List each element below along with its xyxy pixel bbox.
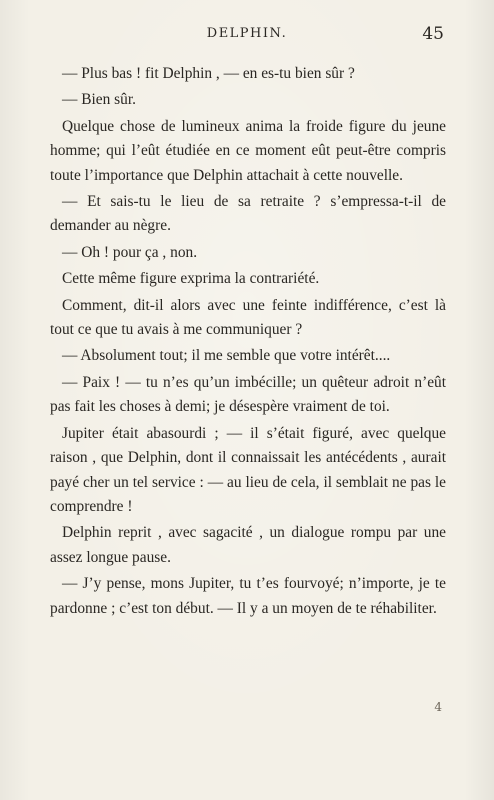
running-head: [0, 26, 494, 46]
paragraph: Comment, dit-il alors avec une feinte indifférence, c’est là tout ce que tu avais à me communiquer ?: [50, 296, 446, 339]
paragraph: Cette même figure exprima la contrariété.: [62, 270, 320, 288]
paragraph: — Absolument tout; il me semble que votre intérêt....: [62, 347, 391, 365]
paragraph: — Paix ! — tu n’es qu’un imbécille; un quêteur adroit n’eût pas fait les choses à demi; je désespère vraiment de toi.: [50, 373, 446, 416]
signature-mark: 4: [434, 700, 442, 714]
running-title: DELPHIN.: [206, 26, 288, 41]
body-text: [50, 62, 446, 623]
paragraph: — Et sais-tu le lieu de sa retraite ? s’empressa-t-il de demander au nègre.: [50, 193, 446, 235]
paragraph: — Plus bas ! fit Delphin , — en es-tu bien sûr ?: [62, 65, 355, 82]
paragraph: Quelque chose de lumineux anima la froide figure du jeune homme; qui l’eût étudiée en ce moment eût peut-être compris toute l’importance que Delphin attachait à cette nouvelle.: [50, 117, 446, 184]
paragraph: — Bien sûr.: [62, 91, 136, 109]
paragraph: Delphin reprit , avec sagacité , un dialogue rompu par une assez longue pause.: [50, 524, 446, 566]
page-number: 45: [422, 24, 444, 44]
paragraph: — J’y pense, mons Jupiter, tu t’es fourvoyé; n’importe, je te pardonne ; c’est ton début. — Il y a un moyen de te réhabiliter.: [50, 575, 446, 617]
paragraph: Jupiter était abasourdi ; — il s’était figuré, avec quelque raison , que Delphin, dont il connaissait les antécédents , aurait payé cher un tel service : — au lieu de cela, il semblait ne pas le comprendre !: [50, 424, 446, 515]
paragraph: — Oh ! pour ça , non.: [62, 243, 198, 261]
